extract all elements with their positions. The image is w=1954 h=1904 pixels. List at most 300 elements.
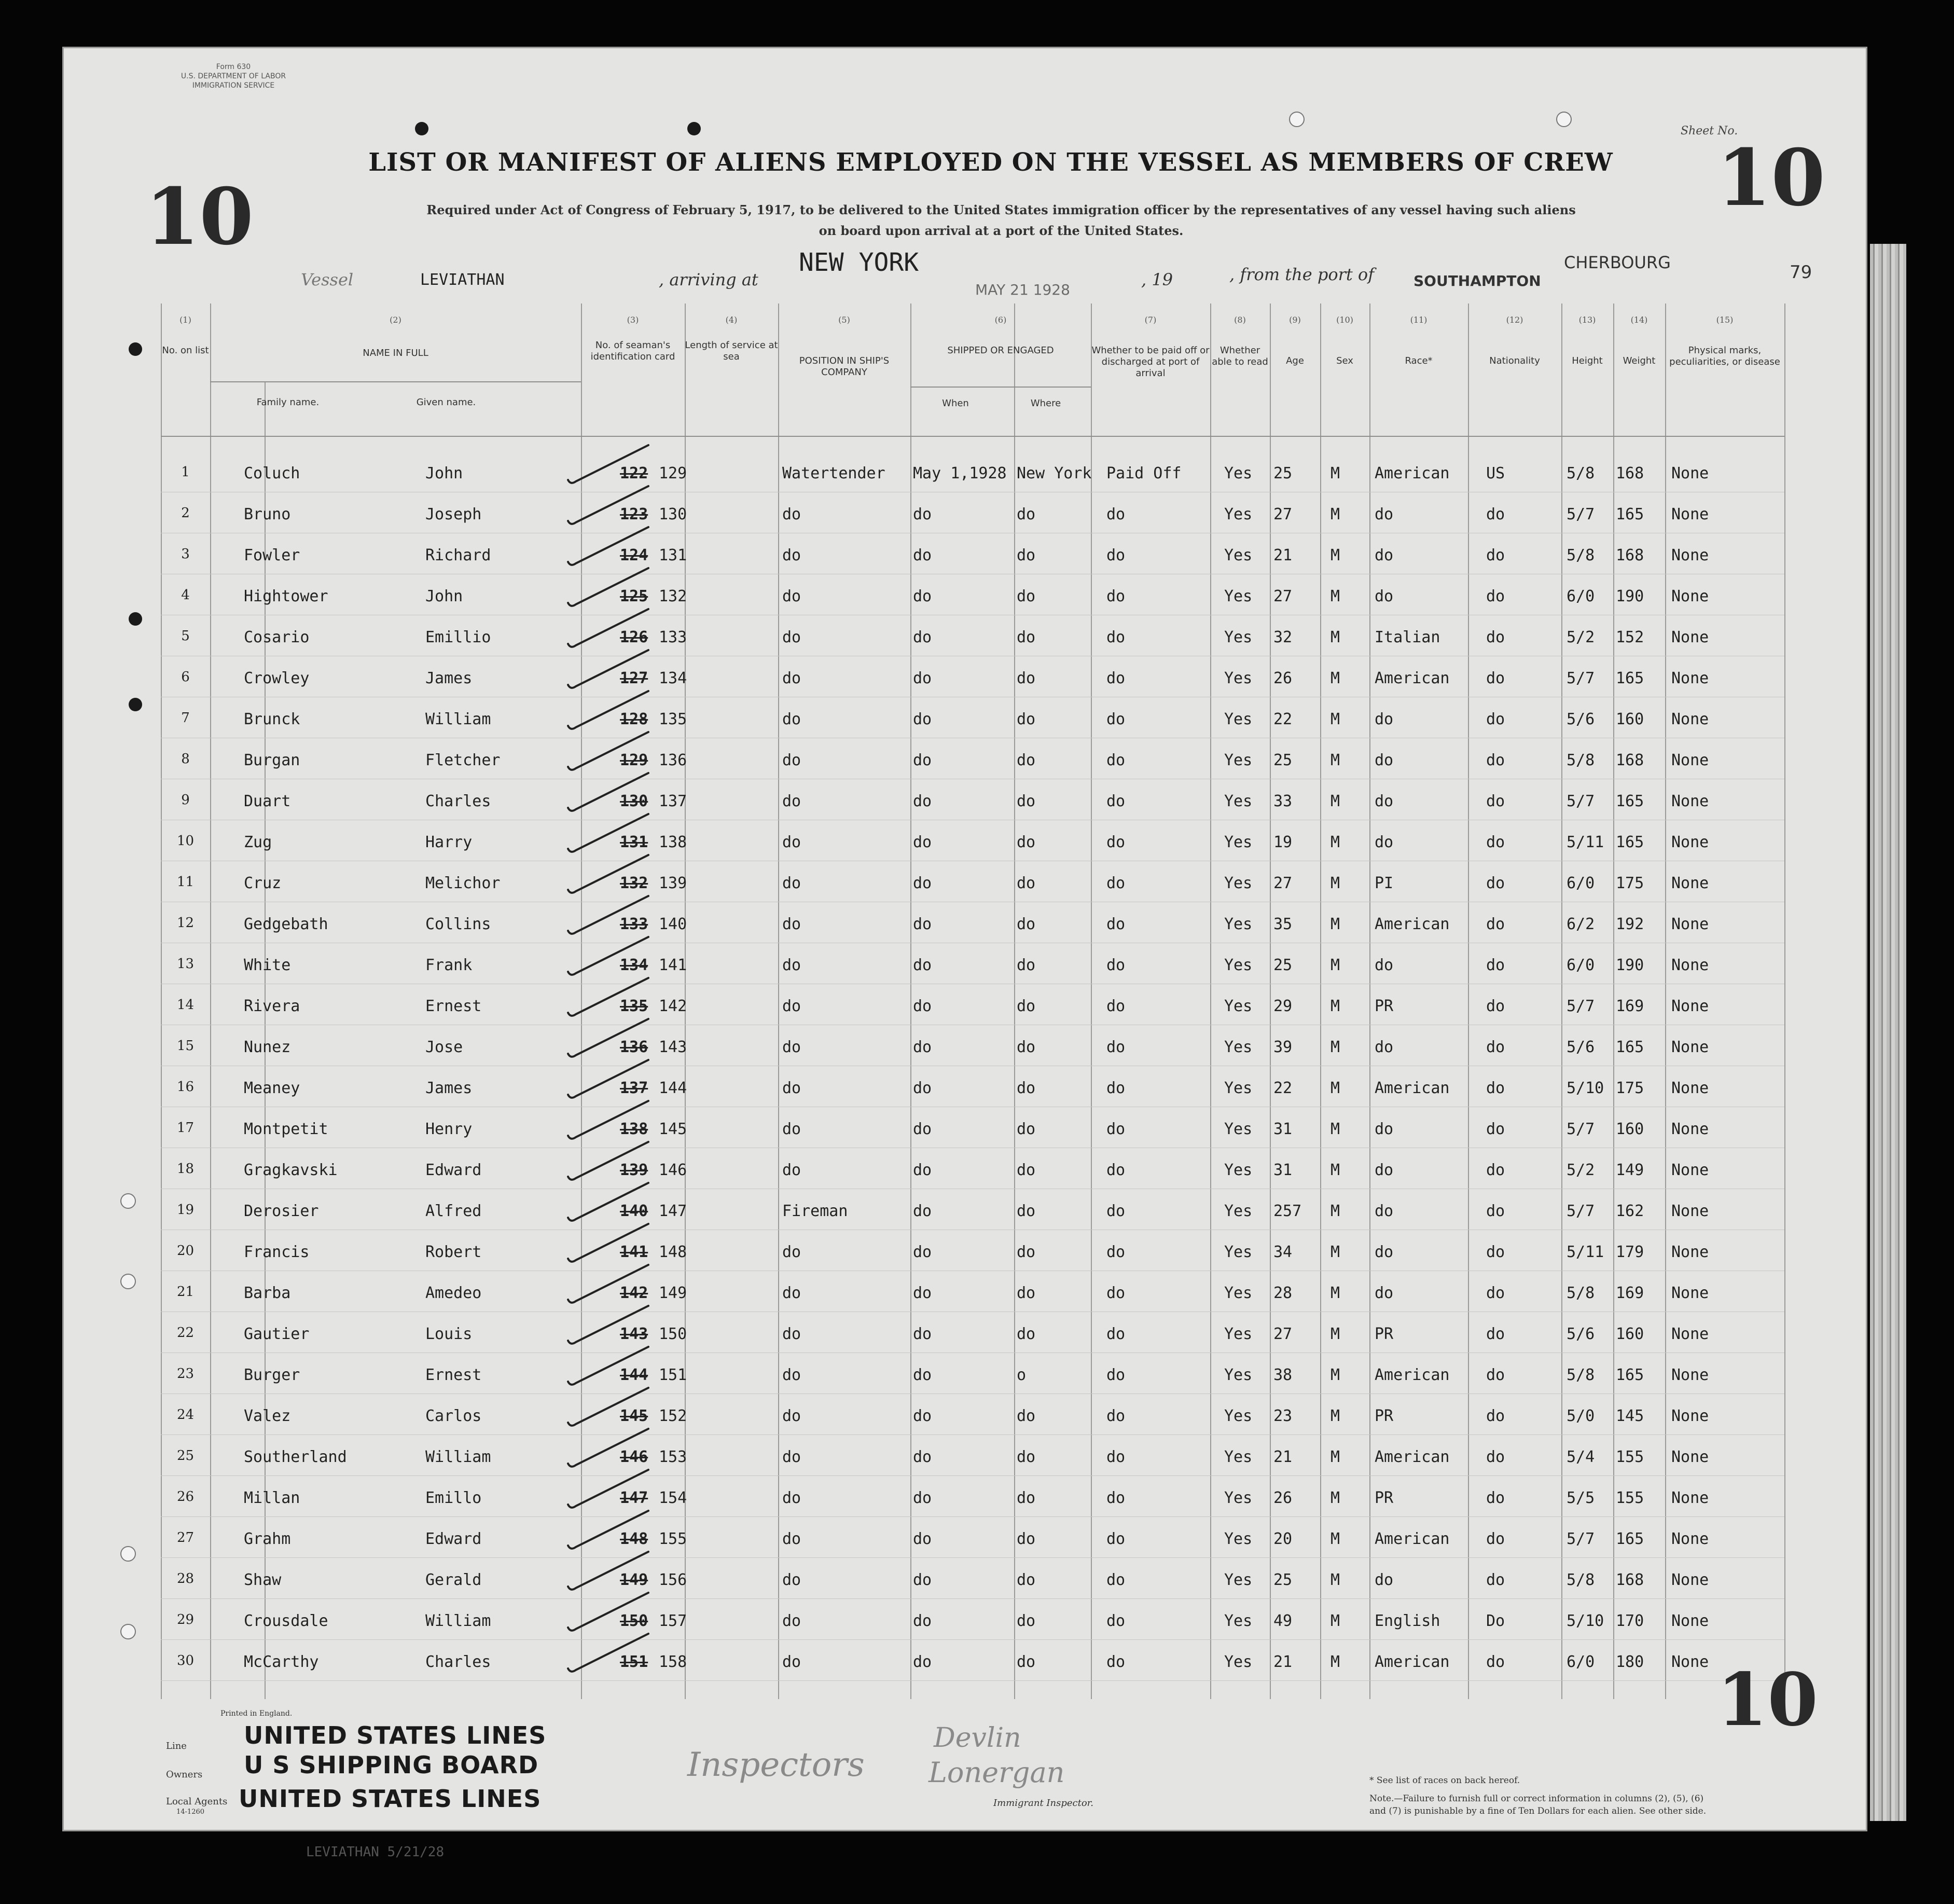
age-cell: 38 <box>1273 1366 1293 1384</box>
paid-off-cell: do <box>1106 1612 1126 1630</box>
height-cell: 5/2 <box>1567 1161 1595 1179</box>
height-cell: 5/8 <box>1567 464 1595 482</box>
shipped-when-cell: do <box>913 710 932 728</box>
physical-marks-cell: None <box>1671 505 1709 523</box>
physical-marks-cell: None <box>1671 710 1709 728</box>
nationality-cell: do <box>1486 1243 1505 1261</box>
position-cell: do <box>782 1079 801 1097</box>
card-number-cell: 158 <box>659 1653 687 1671</box>
card-number-cell: 151 <box>659 1366 687 1384</box>
check-mark-icon <box>565 1384 654 1430</box>
check-mark-icon <box>565 1097 654 1143</box>
check-mark-icon <box>565 728 654 775</box>
position-cell: do <box>782 874 801 892</box>
nationality-cell: Do <box>1486 1612 1505 1630</box>
position-cell: do <box>782 1243 801 1261</box>
page-title: LIST OR MANIFEST OF ALIENS EMPLOYED ON THE VESSEL AS MEMBERS OF CREW <box>368 148 1613 177</box>
paid-off-cell: do <box>1106 1161 1126 1179</box>
row-number: 4 <box>181 587 190 603</box>
shipped-where-cell: do <box>1017 915 1036 933</box>
shipped-when-cell: do <box>913 1366 932 1384</box>
able-to-read-cell: Yes <box>1224 792 1253 810</box>
paid-off-cell: do <box>1106 587 1126 605</box>
age-cell: 31 <box>1273 1161 1293 1179</box>
position-cell: do <box>782 956 801 974</box>
shipped-where-cell: o <box>1017 1366 1027 1384</box>
subtitle-line-2: on board upon arrival at a port of the United States. <box>819 223 1184 238</box>
stacked-pages-edge <box>1870 244 1906 1821</box>
weight-cell: 170 <box>1616 1612 1644 1630</box>
given-name-cell: John <box>425 587 463 605</box>
check-mark-icon <box>565 1302 654 1348</box>
agents-code: 14-1260 <box>176 1808 205 1816</box>
check-mark-icon <box>565 1056 654 1102</box>
old-card-number-cell: 136 <box>620 1038 648 1056</box>
able-to-read-cell: Yes <box>1224 1653 1253 1671</box>
row-number: 2 <box>181 505 190 521</box>
check-mark-icon <box>565 646 654 693</box>
check-mark-icon <box>565 974 654 1020</box>
printed-in-label: Printed in England. <box>220 1709 293 1718</box>
row-number: 16 <box>176 1079 195 1095</box>
card-number-cell: 147 <box>659 1202 687 1220</box>
old-card-number-cell: 134 <box>620 956 648 974</box>
weight-cell: 162 <box>1616 1202 1644 1220</box>
column-divider <box>1665 303 1666 1699</box>
column-header-shipped: SHIPPED OR ENGAGED <box>947 345 1054 356</box>
weight-cell: 190 <box>1616 587 1644 605</box>
weight-cell: 160 <box>1616 1120 1644 1138</box>
physical-marks-cell: None <box>1671 1120 1709 1138</box>
sex-cell: M <box>1331 1038 1340 1056</box>
card-number-cell: 140 <box>659 915 687 933</box>
shipped-where-cell: do <box>1017 956 1036 974</box>
column-divider <box>778 303 779 1699</box>
sex-cell: M <box>1331 628 1340 646</box>
shipped-when-cell: May 1,1928 <box>913 464 1007 482</box>
from-label: , from the port of <box>1229 265 1375 284</box>
header-divider <box>910 387 1091 388</box>
shipped-when-cell: do <box>913 833 932 851</box>
row-number: 17 <box>176 1120 195 1136</box>
family-name-cell: White <box>244 956 291 974</box>
row-number: 30 <box>176 1653 195 1668</box>
position-cell: do <box>782 669 801 687</box>
family-name-cell: Nunez <box>244 1038 291 1056</box>
column-number: (3) <box>627 315 639 325</box>
row-number: 21 <box>176 1284 195 1300</box>
family-name-cell: Burger <box>244 1366 300 1384</box>
card-number-cell: 146 <box>659 1161 687 1179</box>
nationality-cell: do <box>1486 1407 1505 1425</box>
crew-table <box>161 303 1784 1699</box>
row-number: 24 <box>176 1407 195 1423</box>
check-mark-icon <box>565 1425 654 1471</box>
given-name-cell: Collins <box>425 915 491 933</box>
sex-cell: M <box>1331 1202 1340 1220</box>
sex-cell: M <box>1331 1612 1340 1630</box>
check-mark-icon <box>565 769 654 816</box>
given-name-cell: Alfred <box>425 1202 482 1220</box>
height-cell: 6/0 <box>1567 1653 1595 1671</box>
age-cell: 33 <box>1273 792 1293 810</box>
position-cell: do <box>782 1571 801 1589</box>
shipped-when-cell: do <box>913 546 932 564</box>
race-cell: PR <box>1375 1489 1394 1507</box>
arriving-label: , arriving at <box>659 270 758 289</box>
age-cell: 21 <box>1273 546 1293 564</box>
position-cell: do <box>782 1325 801 1343</box>
check-mark-icon <box>565 441 654 488</box>
shipped-where-cell: do <box>1017 1202 1036 1220</box>
race-cell: American <box>1375 464 1450 482</box>
check-mark-icon <box>565 1507 654 1553</box>
sex-cell: M <box>1331 464 1340 482</box>
check-mark-icon <box>565 687 654 734</box>
shipped-where-cell: do <box>1017 1243 1036 1261</box>
height-cell: 5/7 <box>1567 1120 1595 1138</box>
paid-off-cell: do <box>1106 1120 1126 1138</box>
family-name-cell: Barba <box>244 1284 291 1302</box>
given-name-cell: Robert <box>425 1243 482 1261</box>
paid-off-cell: do <box>1106 1366 1126 1384</box>
sex-cell: M <box>1331 915 1340 933</box>
weight-cell: 190 <box>1616 956 1644 974</box>
from-port-2: CHERBOURG <box>1564 253 1671 272</box>
shipped-when-cell: do <box>913 751 932 769</box>
nationality-cell: do <box>1486 915 1505 933</box>
punch-hole-icon <box>1556 112 1572 127</box>
old-card-number-cell: 128 <box>620 710 648 728</box>
able-to-read-cell: Yes <box>1224 1366 1253 1384</box>
department-label: U.S. DEPARTMENT OF LABOR <box>181 72 286 80</box>
penalty-note: Note.—Failure to furnish full or correct information in columns (2), (5), (6) and (7) is punishable by a fine of Ten Dollars for each alien. See other side. <box>1369 1793 1707 1816</box>
able-to-read-cell: Yes <box>1224 1612 1253 1630</box>
line-label: Line <box>166 1741 187 1751</box>
weight-cell: 169 <box>1616 1284 1644 1302</box>
able-to-read-cell: Yes <box>1224 1243 1253 1261</box>
card-number-cell: 152 <box>659 1407 687 1425</box>
shipped-when-cell: do <box>913 1120 932 1138</box>
family-name-cell: Shaw <box>244 1571 282 1589</box>
position-cell: do <box>782 1612 801 1630</box>
given-name-cell: James <box>425 669 473 687</box>
old-card-number-cell: 126 <box>620 628 648 646</box>
given-name-cell: John <box>425 464 463 482</box>
given-name-cell: Frank <box>425 956 473 974</box>
race-cell: American <box>1375 1653 1450 1671</box>
weight-cell: 149 <box>1616 1161 1644 1179</box>
sex-cell: M <box>1331 505 1340 523</box>
row-number: 28 <box>176 1571 195 1586</box>
check-mark-icon <box>565 851 654 898</box>
bureau-label: IMMIGRATION SERVICE <box>192 81 275 90</box>
shipped-when-cell: do <box>913 1612 932 1630</box>
weight-cell: 155 <box>1616 1448 1644 1466</box>
paid-off-cell: do <box>1106 628 1126 646</box>
check-mark-icon <box>565 933 654 979</box>
old-card-number-cell: 139 <box>620 1161 648 1179</box>
shipped-where-cell: do <box>1017 710 1036 728</box>
race-cell: American <box>1375 915 1450 933</box>
paid-off-cell: do <box>1106 751 1126 769</box>
card-number-cell: 143 <box>659 1038 687 1056</box>
check-mark-icon <box>565 892 654 939</box>
paid-off-cell: do <box>1106 1407 1126 1425</box>
paid-off-cell: do <box>1106 1489 1126 1507</box>
able-to-read-cell: Yes <box>1224 546 1253 564</box>
physical-marks-cell: None <box>1671 915 1709 933</box>
nationality-cell: do <box>1486 1325 1505 1343</box>
able-to-read-cell: Yes <box>1224 956 1253 974</box>
punch-hole-icon <box>120 1274 136 1289</box>
height-cell: 5/7 <box>1567 1202 1595 1220</box>
row-number: 13 <box>176 956 195 972</box>
paid-off-cell: do <box>1106 1038 1126 1056</box>
old-card-number-cell: 123 <box>620 505 648 523</box>
age-cell: 26 <box>1273 669 1293 687</box>
column-header-card: No. of seaman's identification card <box>590 340 675 362</box>
old-card-number-cell: 140 <box>620 1202 648 1220</box>
physical-marks-cell: None <box>1671 1038 1709 1056</box>
position-cell: do <box>782 628 801 646</box>
row-number: 7 <box>181 710 190 726</box>
physical-marks-cell: None <box>1671 1448 1709 1466</box>
row-number: 22 <box>176 1325 195 1341</box>
nationality-cell: do <box>1486 546 1505 564</box>
form-department <box>135 62 332 90</box>
age-cell: 49 <box>1273 1612 1293 1630</box>
form-label: Form 630 <box>216 63 251 71</box>
position-cell: do <box>782 1653 801 1671</box>
punch-hole-icon <box>120 1193 136 1209</box>
position-cell: do <box>782 997 801 1015</box>
old-card-number-cell: 131 <box>620 833 648 851</box>
card-number-cell: 157 <box>659 1612 687 1630</box>
physical-marks-cell: None <box>1671 1161 1709 1179</box>
card-number-cell: 153 <box>659 1448 687 1466</box>
sex-cell: M <box>1331 1571 1340 1589</box>
height-cell: 5/4 <box>1567 1448 1595 1466</box>
shipped-when-cell: do <box>913 1571 932 1589</box>
nationality-cell: do <box>1486 997 1505 1015</box>
weight-cell: 152 <box>1616 628 1644 646</box>
physical-marks-cell: None <box>1671 546 1709 564</box>
age-cell: 34 <box>1273 1243 1293 1261</box>
sex-cell: M <box>1331 587 1340 605</box>
sex-cell: M <box>1331 669 1340 687</box>
physical-marks-cell: None <box>1671 997 1709 1015</box>
nationality-cell: do <box>1486 1079 1505 1097</box>
weight-cell: 168 <box>1616 751 1644 769</box>
able-to-read-cell: Yes <box>1224 1038 1253 1056</box>
old-card-number-cell: 127 <box>620 669 648 687</box>
sex-cell: M <box>1331 1448 1340 1466</box>
paid-off-cell: do <box>1106 1079 1126 1097</box>
column-header-given-name: Given name. <box>416 397 476 408</box>
race-cell: PR <box>1375 1407 1394 1425</box>
family-name-cell: Millan <box>244 1489 300 1507</box>
shipped-when-cell: do <box>913 628 932 646</box>
old-card-number-cell: 141 <box>620 1243 648 1261</box>
able-to-read-cell: Yes <box>1224 1489 1253 1507</box>
shipped-when-cell: do <box>913 1653 932 1671</box>
from-port-1: SOUTHAMPTON <box>1413 272 1541 289</box>
physical-marks-cell: None <box>1671 1202 1709 1220</box>
column-divider <box>1468 303 1469 1699</box>
arriving-port: NEW YORK <box>799 248 919 277</box>
able-to-read-cell: Yes <box>1224 833 1253 851</box>
card-number-cell: 136 <box>659 751 687 769</box>
height-cell: 5/7 <box>1567 505 1595 523</box>
shipped-where-cell: do <box>1017 751 1036 769</box>
height-cell: 5/8 <box>1567 1284 1595 1302</box>
family-name-cell: Southerland <box>244 1448 347 1466</box>
sheet-number-right: 10 <box>1717 132 1825 224</box>
age-cell: 22 <box>1273 1079 1293 1097</box>
nationality-cell: do <box>1486 1448 1505 1466</box>
nationality-cell: do <box>1486 710 1505 728</box>
position-cell: do <box>782 792 801 810</box>
card-number-cell: 145 <box>659 1120 687 1138</box>
paid-off-cell: Paid Off <box>1106 464 1182 482</box>
weight-cell: 169 <box>1616 997 1644 1015</box>
check-mark-icon <box>565 482 654 529</box>
sex-cell: M <box>1331 1243 1340 1261</box>
nationality-cell: do <box>1486 874 1505 892</box>
card-number-cell: 144 <box>659 1079 687 1097</box>
given-name-cell: Ernest <box>425 997 482 1015</box>
paid-off-cell: do <box>1106 792 1126 810</box>
age-cell: 22 <box>1273 710 1293 728</box>
nationality-cell: do <box>1486 1653 1505 1671</box>
age-cell: 27 <box>1273 587 1293 605</box>
position-cell: do <box>782 1407 801 1425</box>
shipped-when-cell: do <box>913 505 932 523</box>
card-number-cell: 131 <box>659 546 687 564</box>
old-card-number-cell: 150 <box>620 1612 648 1630</box>
date-stamp: MAY 21 1928 <box>975 281 1070 298</box>
column-divider <box>1270 303 1271 1699</box>
check-mark-icon <box>565 1179 654 1225</box>
owners-label: Owners <box>166 1769 203 1780</box>
family-name-cell: Gedgebath <box>244 915 328 933</box>
nationality-cell: do <box>1486 956 1505 974</box>
shipped-where-cell: do <box>1017 1284 1036 1302</box>
sheet-number-bottom: 10 <box>1717 1658 1818 1743</box>
family-name-cell: Meaney <box>244 1079 300 1097</box>
card-number-cell: 138 <box>659 833 687 851</box>
physical-marks-cell: None <box>1671 1284 1709 1302</box>
weight-cell: 179 <box>1616 1243 1644 1261</box>
column-divider <box>1014 303 1015 1699</box>
shipped-where-cell: do <box>1017 1448 1036 1466</box>
height-cell: 6/0 <box>1567 874 1595 892</box>
given-name-cell: Emillo <box>425 1489 482 1507</box>
given-name-cell: Ernest <box>425 1366 482 1384</box>
age-cell: 25 <box>1273 751 1293 769</box>
nationality-cell: do <box>1486 587 1505 605</box>
physical-marks-cell: None <box>1671 1366 1709 1384</box>
check-mark-icon <box>565 1343 654 1389</box>
paid-off-cell: do <box>1106 710 1126 728</box>
shipped-when-cell: do <box>913 956 932 974</box>
check-mark-icon <box>565 605 654 652</box>
subtitle-line-1: Required under Act of Congress of February 5, 1917, to be delivered to the United States immigration officer by the representatives of any vessel having such aliens <box>426 202 1576 217</box>
old-card-number-cell: 148 <box>620 1530 648 1548</box>
old-card-number-cell: 147 <box>620 1489 648 1507</box>
table-row <box>161 1598 1784 1599</box>
sex-cell: M <box>1331 1161 1340 1179</box>
column-number: (8) <box>1234 315 1246 325</box>
paid-off-cell: do <box>1106 1202 1126 1220</box>
race-cell: do <box>1375 587 1394 605</box>
given-name-cell: Richard <box>425 546 491 564</box>
column-header-height: Height <box>1572 355 1603 366</box>
agents-label: Local Agents <box>166 1796 228 1807</box>
shipped-when-cell: do <box>913 874 932 892</box>
able-to-read-cell: Yes <box>1224 710 1253 728</box>
able-to-read-cell: Yes <box>1224 1407 1253 1425</box>
family-name-cell: Burgan <box>244 751 300 769</box>
check-mark-icon <box>565 1548 654 1594</box>
shipped-when-cell: do <box>913 1202 932 1220</box>
sex-cell: M <box>1331 997 1340 1015</box>
column-header-weight: Weight <box>1623 355 1656 366</box>
race-cell: Italian <box>1375 628 1440 646</box>
family-name-cell: Valez <box>244 1407 291 1425</box>
column-divider <box>1320 303 1321 1699</box>
row-number: 3 <box>181 546 190 562</box>
shipped-where-cell: do <box>1017 1325 1036 1343</box>
table-row <box>161 1680 1784 1681</box>
shipped-when-cell: do <box>913 1284 932 1302</box>
physical-marks-cell: None <box>1671 956 1709 974</box>
old-card-number-cell: 135 <box>620 997 648 1015</box>
shipped-where-cell: do <box>1017 669 1036 687</box>
able-to-read-cell: Yes <box>1224 587 1253 605</box>
shipped-when-cell: do <box>913 1079 932 1097</box>
race-cell: PR <box>1375 997 1394 1015</box>
position-cell: do <box>782 1284 801 1302</box>
able-to-read-cell: Yes <box>1224 915 1253 933</box>
given-name-cell: Louis <box>425 1325 473 1343</box>
check-mark-icon <box>565 564 654 611</box>
shipped-when-cell: do <box>913 1325 932 1343</box>
age-cell: 26 <box>1273 1489 1293 1507</box>
family-name-cell: Coluch <box>244 464 300 482</box>
position-cell: do <box>782 587 801 605</box>
shipped-when-cell: do <box>913 1489 932 1507</box>
physical-marks-cell: None <box>1671 1653 1709 1671</box>
column-header-paid-off: Whether to be paid off or discharged at port of arrival <box>1091 345 1210 379</box>
nationality-cell: do <box>1486 628 1505 646</box>
paid-off-cell: do <box>1106 1243 1126 1261</box>
check-mark-icon <box>565 1015 654 1061</box>
row-number: 20 <box>176 1243 195 1259</box>
sex-cell: M <box>1331 1653 1340 1671</box>
row-number: 1 <box>181 464 190 480</box>
old-card-number-cell: 132 <box>620 874 648 892</box>
race-cell: do <box>1375 1284 1394 1302</box>
position-cell: do <box>782 915 801 933</box>
able-to-read-cell: Yes <box>1224 751 1253 769</box>
shipped-when-cell: do <box>913 1407 932 1425</box>
able-to-read-cell: Yes <box>1224 1284 1253 1302</box>
check-mark-icon <box>565 1220 654 1266</box>
vessel-label: Vessel <box>301 270 354 289</box>
weight-cell: 165 <box>1616 1038 1644 1056</box>
